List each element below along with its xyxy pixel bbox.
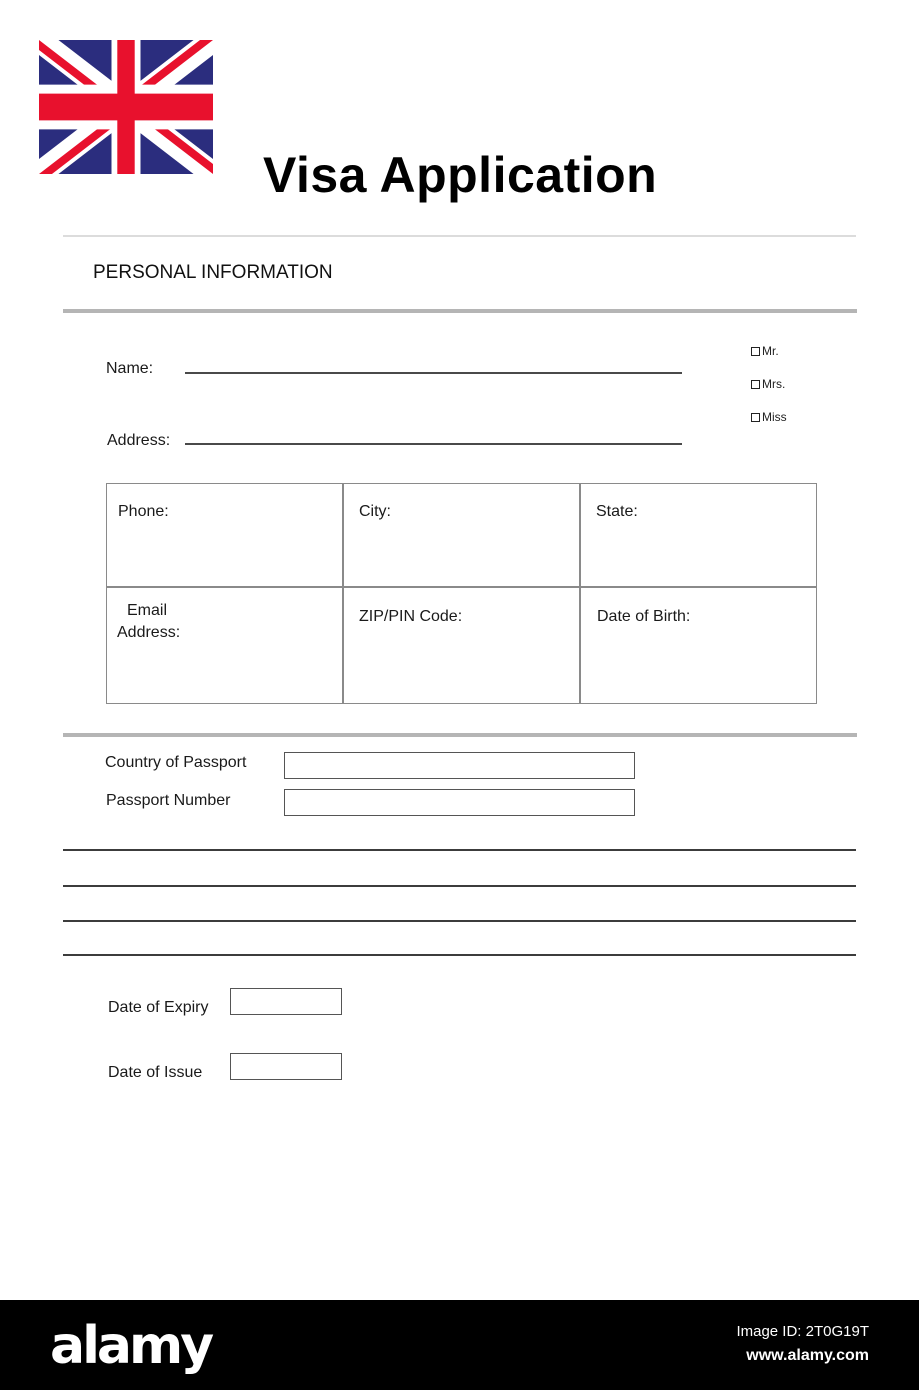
checkbox-mr[interactable] <box>751 344 779 358</box>
passport-divider <box>63 733 857 737</box>
address-field[interactable] <box>185 443 682 445</box>
date-of-expiry-label: Date of Expiry <box>108 999 209 1016</box>
checkbox-mrs[interactable] <box>751 377 785 391</box>
address-label: Address: <box>107 432 171 449</box>
date-of-expiry-input[interactable] <box>230 988 342 1015</box>
checkbox-icon <box>751 413 760 422</box>
checkbox-miss[interactable] <box>751 410 787 424</box>
checkbox-mrs-label: Mrs. <box>762 377 786 391</box>
country-of-passport-label: Country of Passport <box>105 754 247 771</box>
date-of-issue-label: Date of Issue <box>108 1064 203 1081</box>
blank-line[interactable] <box>63 849 856 851</box>
country-of-passport-input[interactable] <box>284 752 635 779</box>
contact-grid <box>106 483 817 704</box>
site-url: www.alamy.com <box>746 1347 869 1364</box>
dob-label: Date of Birth: <box>597 608 691 625</box>
grid-divider <box>579 484 581 703</box>
image-id: Image ID: 2T0G19T <box>736 1323 869 1340</box>
name-field[interactable] <box>185 372 682 374</box>
email-label-line2: Address: <box>117 624 181 641</box>
blank-line[interactable] <box>63 954 856 956</box>
header-divider <box>63 235 856 237</box>
grid-divider <box>107 586 816 588</box>
section-divider <box>63 309 857 313</box>
date-of-issue-input[interactable] <box>230 1053 342 1080</box>
city-label: City: <box>359 503 391 520</box>
checkbox-miss-label: Miss <box>762 410 787 424</box>
page-title: Visa Application <box>263 147 658 203</box>
email-label-line1: Email <box>127 602 168 619</box>
passport-number-label: Passport Number <box>106 792 231 809</box>
checkbox-icon <box>751 347 760 356</box>
state-label: State: <box>596 503 638 520</box>
section-title: PERSONAL INFORMATION <box>93 262 333 283</box>
union-jack-flag <box>39 40 213 174</box>
checkbox-icon <box>751 380 760 389</box>
checkbox-mr-label: Mr. <box>762 344 779 358</box>
alamy-logo: alamy <box>50 1316 212 1376</box>
grid-divider <box>342 484 344 703</box>
blank-line[interactable] <box>63 920 856 922</box>
passport-number-input[interactable] <box>284 789 635 816</box>
phone-label: Phone: <box>118 503 169 520</box>
name-label: Name: <box>106 360 154 377</box>
blank-line[interactable] <box>63 885 856 887</box>
zip-label: ZIP/PIN Code: <box>359 608 463 625</box>
